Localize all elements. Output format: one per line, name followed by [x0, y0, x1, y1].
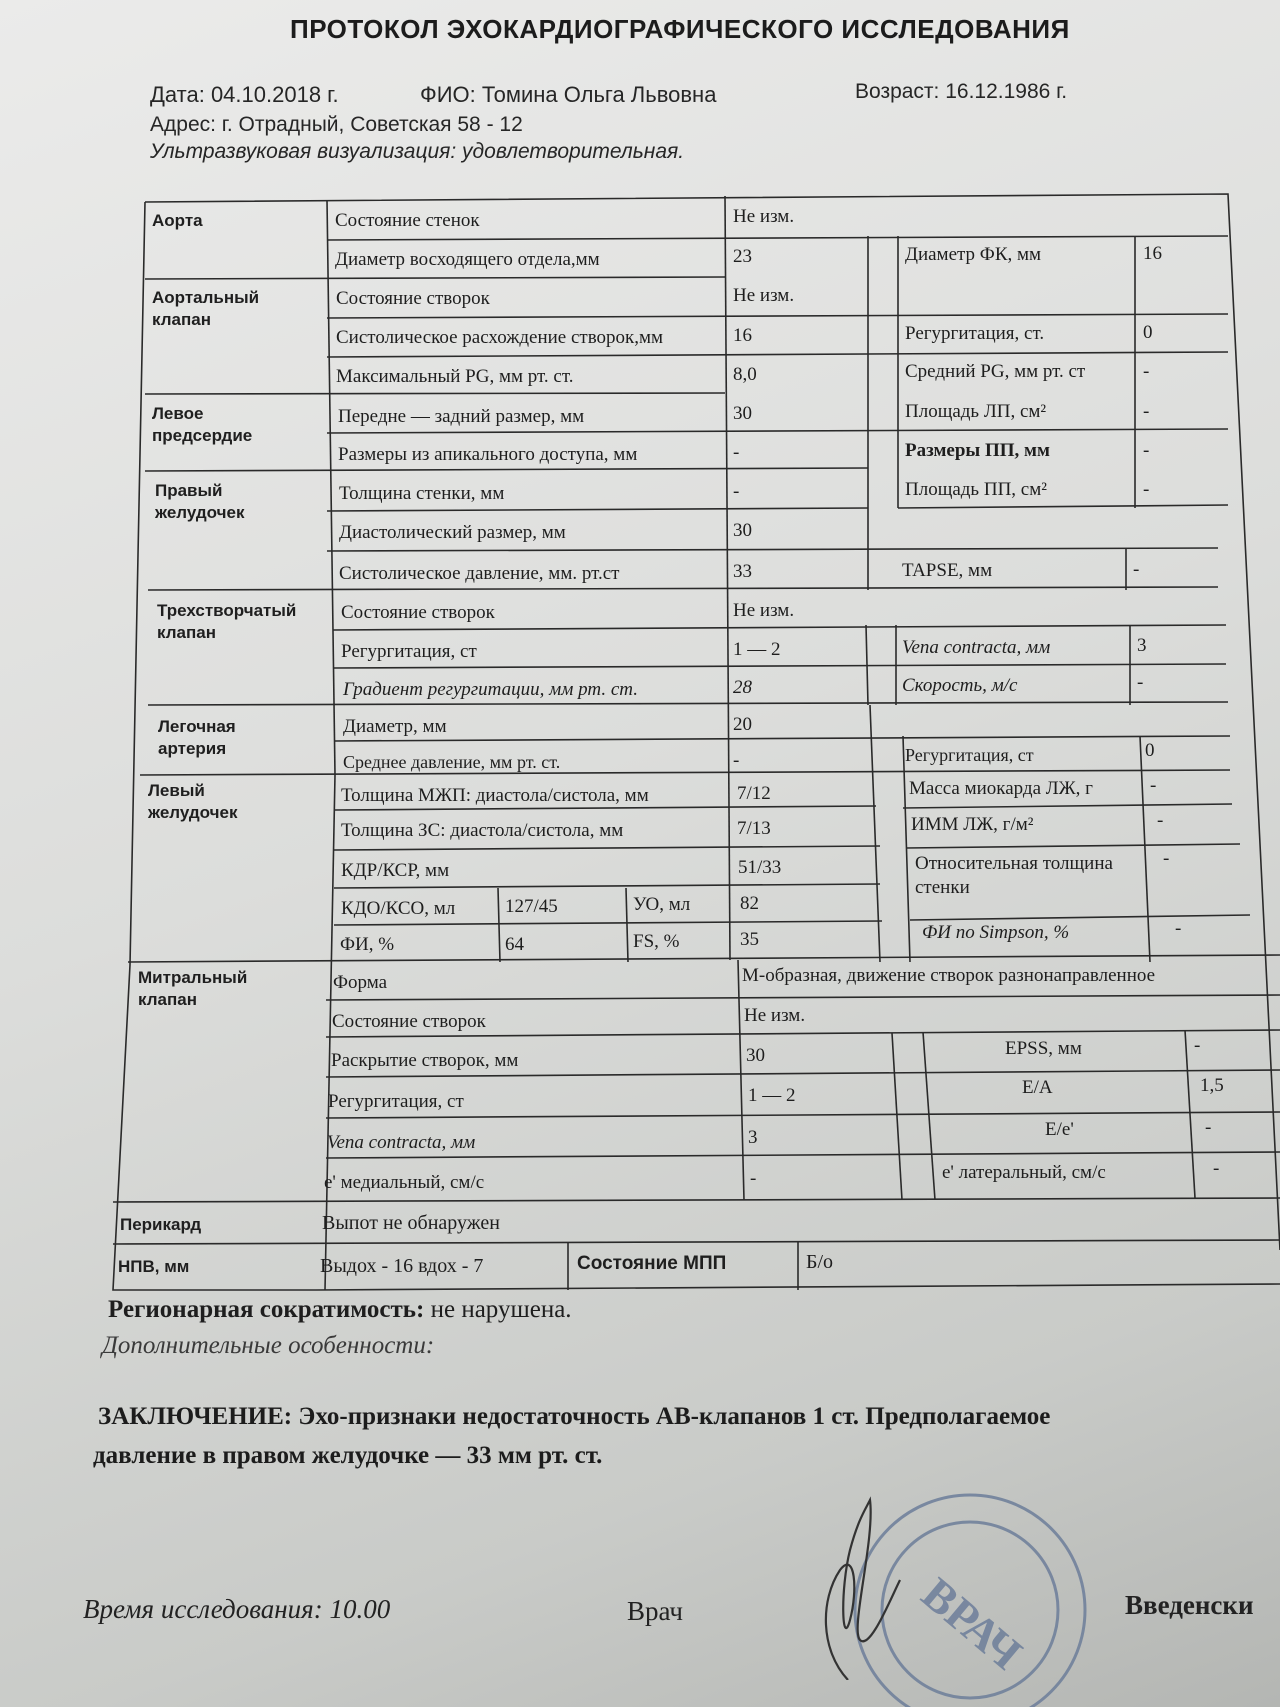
row-value: 8,0: [733, 364, 757, 385]
section-ivc: НПВ, мм: [118, 1257, 190, 1276]
row-label: EPSS, мм: [1005, 1038, 1082, 1059]
row-label: Диаметр восходящего отдела,мм: [335, 249, 600, 270]
patient-name: ФИО: Томина Ольга Львовна: [420, 82, 717, 107]
row-value: -: [1163, 848, 1170, 869]
row-value: 64: [505, 934, 524, 955]
section-aorta: Аорта: [152, 211, 203, 230]
regional-value: не нарушена.: [424, 1296, 572, 1323]
row-label: ФИ, %: [340, 934, 395, 955]
row-label: Передне — задний размер, мм: [338, 406, 585, 427]
stamp-inner-text: ВРАЧ: [912, 1567, 1032, 1680]
pericardium-value: Выпот не обнаружен: [322, 1212, 500, 1234]
row-label: УО, мл: [633, 894, 691, 915]
row-label: Состояние створок: [336, 288, 490, 309]
row-label: Форма: [333, 972, 388, 993]
row-value: -: [1143, 479, 1150, 500]
row-label: Среднее давление, мм рт. ст.: [343, 752, 561, 772]
row-label: ФИ по Simpson, %: [922, 922, 1070, 943]
section-mitral-valve: Митральный клапан: [138, 968, 248, 1009]
row-value: 1 — 2: [733, 639, 781, 660]
section-aortic-valve: Аортальный клапан: [152, 288, 260, 329]
row-value: 30: [746, 1045, 765, 1066]
ias-label: Состояние МПП: [577, 1253, 727, 1274]
exam-time: Время исследования: 10.00: [83, 1594, 391, 1624]
row-value: -: [1213, 1158, 1220, 1179]
row-label: Средний PG, мм рт. ст: [905, 361, 1086, 382]
row-value: 20: [733, 714, 752, 735]
row-value: 35: [740, 929, 759, 950]
patient-address: Адрес: г. Отрадный, Советская 58 - 12: [150, 113, 523, 136]
row-value: 3: [748, 1127, 758, 1148]
row-value: Не изм.: [733, 600, 795, 621]
row-label: Толщина ЗС: диастола/систола, мм: [341, 820, 624, 841]
row-label: Vena contracta, мм: [902, 637, 1051, 658]
row-value: -: [1157, 810, 1164, 831]
row-label: Размеры из апикального доступа, мм: [338, 444, 638, 465]
row-label: Максимальный PG, мм рт. ст.: [336, 366, 574, 387]
section-left-ventricle: Левый желудочек: [148, 781, 238, 822]
section-tricuspid-valve: Трехстворчатый клапан: [157, 601, 297, 642]
row-value: -: [733, 750, 740, 771]
row-value: -: [750, 1168, 757, 1189]
row-value: -: [1143, 440, 1150, 461]
row-value: -: [733, 442, 740, 463]
regional-label: Регионарная сократимость:: [108, 1296, 425, 1323]
document-title: ПРОТОКОЛ ЭХОКАРДИОГРАФИЧЕСКОГО ИССЛЕДОВАНИЯ: [290, 14, 1070, 44]
row-label: Скорость, м/с: [902, 675, 1018, 696]
row-label: Регургитация, ст: [905, 745, 1034, 765]
row-label: Толщина стенки, мм: [339, 483, 505, 504]
row-value: -: [1143, 361, 1150, 382]
row-label: Регургитация, ст: [328, 1091, 464, 1112]
patient-birthdate: Возраст: 16.12.1986 г.: [855, 80, 1068, 103]
row-value: 7/12: [737, 783, 771, 804]
additional-features: Дополнительные особенности:: [102, 1332, 435, 1359]
visualization-quality: Ультразвуковая визуализация: удовлетворительная.: [150, 140, 685, 163]
section-pericardium: Перикард: [120, 1215, 202, 1234]
row-label: Регургитация, ст.: [905, 323, 1045, 344]
row-label: Размеры ПП, мм: [905, 440, 1050, 461]
row-value: 82: [740, 893, 759, 914]
row-value: -: [1137, 672, 1144, 693]
row-value: -: [733, 481, 740, 502]
row-label: Диаметр ФК, мм: [905, 244, 1042, 265]
row-value: 30: [733, 520, 752, 541]
row-value: 127/45: [505, 896, 558, 917]
row-value: 51/33: [738, 857, 782, 878]
row-value: -: [1143, 401, 1150, 422]
row-value: 33: [733, 561, 752, 582]
row-value: Не изм.: [744, 1005, 806, 1026]
row-label: Систолическое расхождение створок,мм: [336, 327, 664, 348]
row-value: 3: [1137, 635, 1147, 656]
row-label: E/e': [1045, 1119, 1074, 1140]
row-label: Площадь ЛП, см²: [905, 401, 1047, 422]
row-value: -: [1150, 775, 1157, 796]
row-label: e' медиальный, см/с: [324, 1172, 485, 1193]
row-label: E/A: [1022, 1077, 1053, 1098]
row-value: 1,5: [1200, 1075, 1224, 1096]
row-label: Площадь ПП, см²: [905, 479, 1047, 500]
row-label: КДР/КСР, мм: [341, 860, 450, 881]
row-label: Vena contracta, мм: [327, 1132, 476, 1153]
doctor-label: Врач: [627, 1596, 683, 1626]
section-pulmonary-artery: Легочная артерия: [158, 717, 236, 758]
row-value: -: [1175, 918, 1182, 939]
section-left-atrium: Левое предсердие: [152, 404, 253, 445]
conclusion-line1: ЗАКЛЮЧЕНИЕ: Эхо-признаки недостаточность АВ-клапанов 1 ст. Предполагаемое: [98, 1403, 1051, 1430]
row-label: Диаметр, мм: [343, 716, 447, 737]
doctor-name: Введенски: [1125, 1590, 1254, 1620]
row-label: Регургитация, ст: [341, 641, 477, 662]
row-label: Состояние створок: [341, 602, 495, 623]
row-label: e' латеральный, см/с: [942, 1162, 1106, 1183]
row-label: Состояние створок: [332, 1011, 486, 1032]
ivc-value: Выдох - 16 вдох - 7: [320, 1255, 484, 1277]
row-label: Состояние стенок: [335, 210, 480, 231]
row-value: -: [1194, 1035, 1201, 1056]
row-value: 30: [733, 403, 752, 424]
row-value: 16: [1143, 243, 1162, 264]
conclusion-line2: давление в правом желудочке — 33 мм рт. ст.: [93, 1442, 603, 1469]
row-label: FS, %: [633, 931, 680, 952]
row-value: -: [1205, 1117, 1212, 1138]
row-label: Диастолический размер, мм: [339, 522, 566, 543]
regional-contractility: [108, 1296, 572, 1324]
row-label: Систолическое давление, мм. рт.ст: [339, 563, 620, 584]
ias-value: Б/о: [806, 1251, 834, 1273]
row-label: ИММ ЛЖ, г/м²: [911, 814, 1034, 835]
row-label: Относительная толщина стенки: [915, 853, 1113, 898]
row-label: Толщина МЖП: диастола/систола, мм: [341, 785, 649, 806]
row-label: КДО/КСО, мл: [341, 898, 456, 919]
row-value: 28: [733, 677, 752, 698]
row-label: TAPSE, мм: [902, 560, 993, 581]
row-value: М-образная, движение створок разнонаправленное: [742, 965, 1156, 986]
row-value: 7/13: [737, 818, 771, 839]
row-value: Не изм.: [733, 206, 795, 227]
row-value: 23: [733, 246, 752, 267]
row-value: -: [1133, 559, 1140, 580]
row-value: Не изм.: [733, 285, 795, 306]
row-value: 16: [733, 325, 752, 346]
row-value: 0: [1145, 740, 1155, 761]
row-label: Масса миокарда ЛЖ, г: [909, 778, 1093, 799]
exam-date: Дата: 04.10.2018 г.: [150, 82, 339, 107]
row-value: 0: [1143, 322, 1153, 343]
section-right-ventricle: Правый желудочек: [155, 481, 245, 522]
row-value: 1 — 2: [748, 1085, 796, 1106]
row-label: Раскрытие створок, мм: [331, 1050, 519, 1071]
row-label: Градиент регургитации, мм рт. ст.: [343, 679, 638, 700]
doctor-signature: [780, 1480, 940, 1680]
